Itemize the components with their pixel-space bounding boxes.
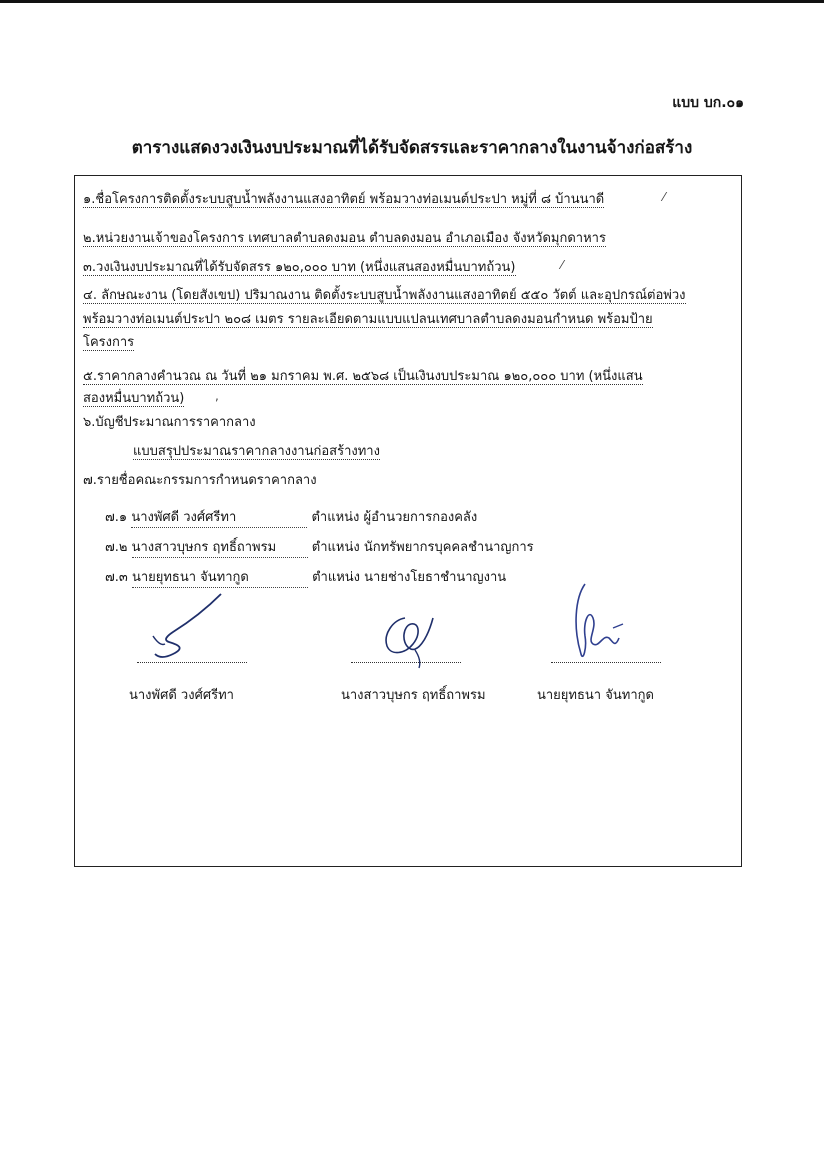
committee-row <box>105 506 477 528</box>
price-list-sub-text: แบบสรุปประมาณราคากลางงานก่อสร้างทาง <box>133 444 380 459</box>
project-name-text: ๑.ชื่อโครงการติดตั้งระบบสูบน้ำพลังงานแสงอาทิตย์ พร้อมวางท่อเมนต์ประปา หมู่ที่ ๘ บ้านนาดี <box>83 192 605 207</box>
item-work-description-line-3 <box>83 331 134 352</box>
check-mark-icon: ⁄ <box>561 258 564 272</box>
document-title: ตารางแสดงวงเงินงบประมาณที่ได้รับจัดสรรและราคากลางในงานจ้างก่อสร้าง <box>131 138 693 158</box>
item-work-description-line-2 <box>83 308 653 329</box>
signature-3-name: นายยุทธนา จันทากูด <box>537 688 654 703</box>
top-edge-bar <box>0 0 824 3</box>
committee-number: ๗.๑ <box>105 510 128 525</box>
median-price-text-2: สองหมื่นบาทถ้วน) <box>83 391 185 406</box>
signature-1-name: นางพัศดี วงศ์ศรีทา <box>129 688 234 703</box>
item-committee-heading: ๗.รายชื่อคณะกรรมการกำหนดราคากลาง <box>83 473 317 488</box>
item-project-name <box>83 188 604 209</box>
item-price-list-sub <box>133 440 380 461</box>
content-frame <box>74 175 742 867</box>
item-budget <box>83 256 516 277</box>
committee-number: ๗.๓ <box>105 570 128 585</box>
item-agency <box>83 227 606 248</box>
committee-position: ตำแหน่ง นายช่างโยธาชำนาญงาน <box>312 570 507 585</box>
committee-row <box>105 566 506 588</box>
item-median-price-line-2 <box>83 387 184 408</box>
work-description-text-2: พร้อมวางท่อเมนต์ประปา ๒๐๘ เมตร รายละเอียดตามแบบแปลนเทศบาลตำบลดงมอนกำหนด พร้อมป้าย <box>83 312 653 327</box>
work-description-text-3: โครงการ <box>83 335 135 350</box>
signature-3-image <box>563 578 643 668</box>
committee-position: ตำแหน่ง ผู้อำนวยการกองคลัง <box>311 510 478 525</box>
form-code: แบบ บก.๐๑ <box>672 95 744 111</box>
check-mark-icon: ⁄ <box>663 190 666 204</box>
signature-2-image <box>375 604 445 670</box>
work-description-text-1: ๔. ลักษณะงาน (โดยสังเขป) ปริมาณงาน ติดตั้งระบบสูบน้ำพลังงานแสงอาทิตย์ ๕๕๐ วัตต์ และอุปกรณ์ต่อพ่วง <box>83 288 686 303</box>
signature-1-line <box>137 662 247 663</box>
committee-row <box>105 536 534 558</box>
item-median-price-line-1 <box>83 365 643 386</box>
committee-number: ๗.๒ <box>105 540 128 555</box>
signature-2-name: นางสาวบุษกร ฤทธิ์ถาพรม <box>341 688 486 703</box>
committee-name: นางสาวบุษกร ฤทธิ์ถาพรม <box>132 536 308 558</box>
item-work-description-line-1 <box>83 284 686 305</box>
committee-position: ตำแหน่ง นักทรัพยากรบุคคลชำนาญการ <box>311 540 534 555</box>
signature-3-line <box>551 662 661 663</box>
signature-1-image <box>143 592 243 662</box>
agency-text: ๒.หน่วยงานเจ้าของโครงการ เทศบาลตำบลดงมอน ตำบลดงมอน อำเภอเมือง จังหวัดมุกดาหาร <box>83 231 606 246</box>
signature-2-line <box>351 662 461 663</box>
committee-name: นางพัศดี วงศ์ศรีทา <box>131 506 307 528</box>
check-mark-icon: , <box>215 389 219 403</box>
budget-text: ๓.วงเงินงบประมาณที่ได้รับจัดสรร ๑๒๐,๐๐๐ บาท (หนึ่งแสนสองหมื่นบาทถ้วน) <box>83 260 516 275</box>
item-price-list: ๖.บัญชีประมาณการราคากลาง <box>83 415 256 430</box>
median-price-text-1: ๕.ราคากลางคำนวณ ณ วันที่ ๒๑ มกราคม พ.ศ. ๒๕๖๘ เป็นเงินงบประมาณ ๑๒๐,๐๐๐ บาท (หนึ่งแสน <box>83 369 643 384</box>
committee-name: นายยุทธนา จันทากูด <box>132 566 308 588</box>
